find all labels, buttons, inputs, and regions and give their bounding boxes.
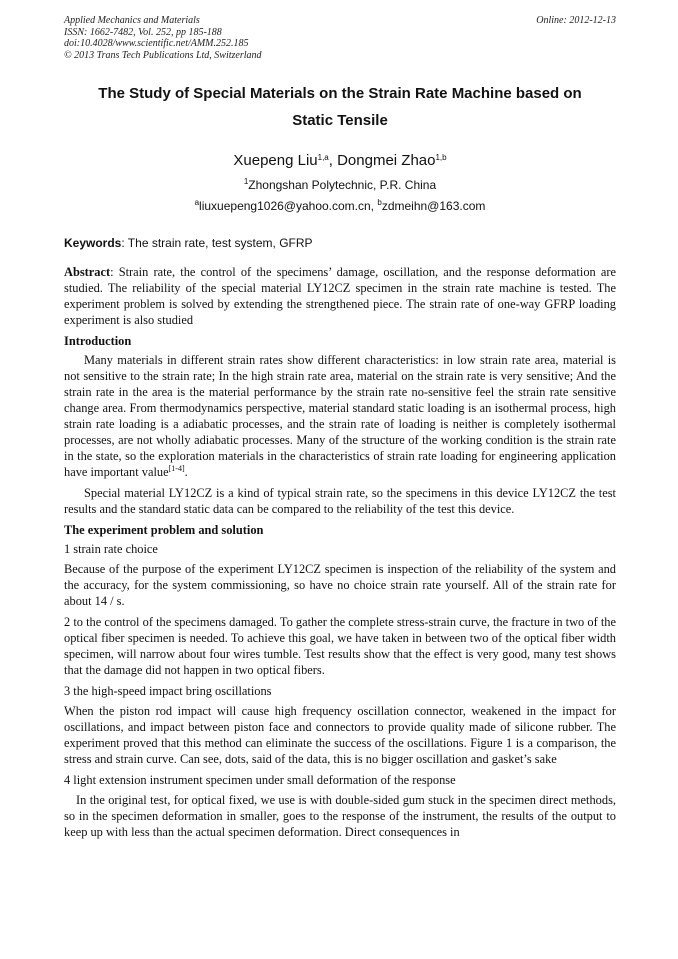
introduction-p1-text: Many materials in different strain rates show different characteristics: in low strain rate area, material is not sensitive to the strain rate; In the high strain rate area, material on the strain rate is very sensitive; And the strain rate in the area is the material performance by the strain rate no-sensitive feel the strain rate sensitive change area. From thermodynamics perspective, material standard static loading is an isothermal process, high strain rate loading is a adiabatic processes, and the strain rate of loading is neither is completely isothermal processes, are not wholly adiabatic processes. Many of the structure of the working condition is the strain rate in the state, so the exploration materials in the characteristics of strain rate loading for engineering application have important value bbox=[64, 353, 616, 479]
author-1: Xuepeng Liu bbox=[233, 152, 318, 169]
paper-body bbox=[64, 264, 616, 845]
affiliation-text: Zhongshan Polytechnic, P.R. China bbox=[248, 178, 437, 192]
email-b: zdmeihn@163.com bbox=[381, 199, 486, 213]
keywords bbox=[64, 236, 616, 251]
journal-doi: doi:10.4028/www.scientific.net/AMM.252.185 bbox=[64, 38, 249, 49]
affiliation bbox=[64, 178, 616, 193]
abstract-text: : Strain rate, the control of the specimens’ damage, oscillation, and the response deformation are studied. The reliability of the special material LY12CZ specimen in the strain rate machine is tested. The experiment problem is solved by extending the strengthened piece. The strain rate of one-way GFRP loading experiment is also studied bbox=[64, 265, 616, 327]
author-2-sup: 1,b bbox=[435, 153, 447, 162]
affiliation-sup: 1 bbox=[243, 177, 249, 186]
section-1-title: 1 strain rate choice bbox=[64, 542, 158, 556]
author-2: Dongmei Zhao bbox=[337, 152, 436, 169]
citation-ref: [1-4] bbox=[168, 464, 185, 473]
experiment-heading: The experiment problem and solution bbox=[64, 523, 264, 537]
introduction-paragraph-2: Special material LY12CZ is a kind of typical strain rate, so the specimens in this device LY12CZ the test results and the standard static data can be compared to the reliability of the test this device. bbox=[64, 486, 616, 516]
journal-name: Applied Mechanics and Materials bbox=[64, 15, 200, 26]
author-separator: , bbox=[328, 152, 338, 169]
email-a-sup: a bbox=[194, 198, 200, 207]
section-1-text: Because of the purpose of the experiment LY12CZ specimen is inspection of the reliability of the system and the accuracy, for the system commissioning, so have no choice strain rate yourself. All of the strain rate for about 14 / s. bbox=[64, 562, 616, 608]
paper-title bbox=[64, 80, 616, 134]
section-3-text: When the piston rod impact will cause high frequency oscillation connector, weakened in the impact for oscillations, and impact between piston face and connectors to provide quality made of silicone rubber. The experiment proved that this method can eliminate the success of the oscillations. Figure 1 is a comparison, the stress and strain curve. Can see, dots, said of the data, this is no bigger oscillation and gasket’s sake bbox=[64, 704, 616, 766]
introduction-paragraph-1 bbox=[64, 352, 616, 480]
title-line-1: The Study of Special Materials on the Strain Rate Machine based on bbox=[98, 85, 582, 102]
section-2-text: 2 to the control of the specimens damaged. To gather the complete stress-strain curve, the fracture in two of the optical fiber specimen is needed. To achieve this goal, we have taken in between two of the optical fiber width specimen, will narrow about four wires tumble. Test results show that the effect is very good, many test shows that the damage did not happen in two optical fibers. bbox=[64, 615, 616, 677]
journal-header bbox=[64, 15, 616, 61]
keywords-text: : The strain rate, test system, GFRP bbox=[121, 236, 313, 250]
abstract bbox=[64, 264, 616, 328]
online-date: Online: 2012-12-13 bbox=[536, 15, 616, 26]
introduction-p1-end: . bbox=[184, 465, 188, 479]
introduction-heading: Introduction bbox=[64, 334, 132, 348]
abstract-label: Abstract bbox=[64, 265, 111, 279]
author-list bbox=[64, 151, 616, 171]
title-line-2: Static Tensile bbox=[292, 112, 388, 129]
author-1-sup: 1,a bbox=[317, 153, 329, 162]
journal-issn: ISSN: 1662-7482, Vol. 252, pp 185-188 bbox=[64, 26, 222, 38]
keywords-label: Keywords bbox=[64, 236, 122, 250]
email-a: liuxuepeng1026@yahoo.com.cn, bbox=[199, 199, 378, 213]
email-b-sup: b bbox=[377, 198, 382, 207]
section-3-title: 3 the high-speed impact bring oscillations bbox=[64, 684, 272, 698]
journal-copyright: © 2013 Trans Tech Publications Ltd, Switzerland bbox=[64, 49, 262, 61]
author-emails bbox=[64, 199, 616, 214]
section-4-text: In the original test, for optical fixed, we use is with double-sided gum stuck in the specimen direct methods, so in the specimen deformation in smaller, goes to the response of the instrument, the results of the output to keep up with less than the actual specimen deformation. Direct consequences in bbox=[64, 793, 616, 839]
section-4-title: 4 light extension instrument specimen under small deformation of the response bbox=[64, 773, 456, 787]
